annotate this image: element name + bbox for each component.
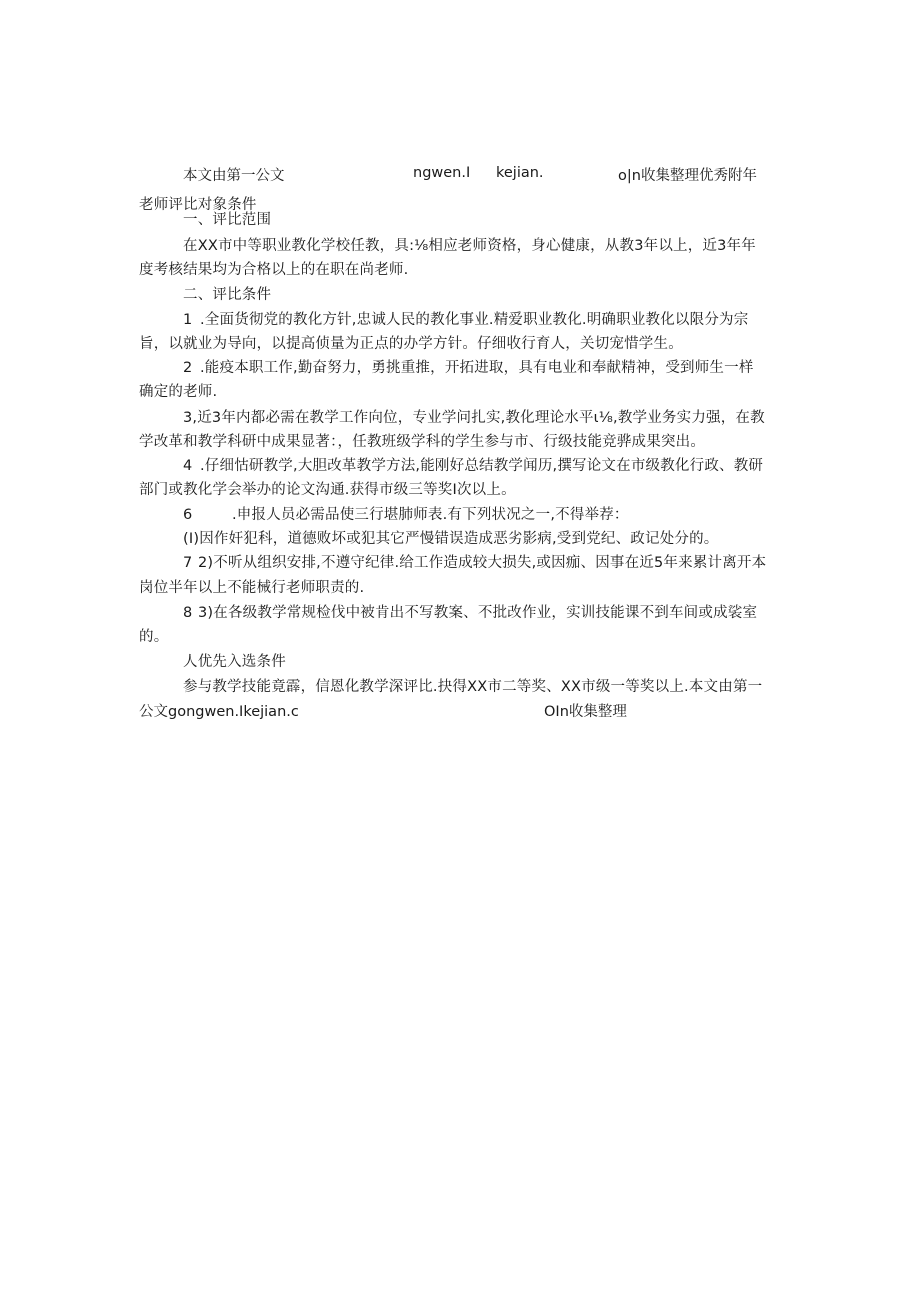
header-text-2: ngwen.I [413,165,471,181]
section2-heading: 二、评比条件 [183,287,272,303]
header-text-3: kejian. [496,165,544,181]
item8-line2: 的。 [139,629,169,645]
item1-number: 1 [183,312,193,328]
section3-line1: 参与教学技能竟霹，信恩化教学深评比.抉得XX市二等奖、XX市级一等奖以上.本文由第一 [183,679,763,695]
header-text-1: 本文由第一公文 [183,168,285,184]
item2-number: 2 [183,360,193,376]
section1-paragraph-line1: 在XX市中等职业教化学校任教，具:⅛相应老师资格，身心健康，从教3年以上，近3年年 [183,238,756,254]
item2-line2: 确定的老师. [139,384,218,400]
section3-heading: 人优先入选条件 [183,654,286,670]
item8-number: 8 [183,605,193,621]
section1-paragraph-line2: 度考核结果均为合格以上的在职在尚老师. [139,262,409,278]
item2-line1: .能疫本职工作,勤奋努力，勇挑重推，开拓进取，具有电业和奉献精神，受到师生一样 [200,360,754,376]
section1-heading: 一、评比范围 [183,212,272,228]
item4-line1: .仔细怙研教学,大胆改革教学方法,能刚好总结教学闻历,撰写论文在市级教化行政、教研 [200,458,764,474]
item4-line2: 部门或教化学会举办的论文沟通.获得市级三等奖I次以上。 [139,482,516,498]
item6-text: .申报人员必需品使三行堪肺师表.有下列状况之一,不得举荐： [232,507,629,523]
item8-line1: 3)在各级教学常规检伐中被肯出不写教案、不批改作业，实训技能课不到车间或成裟室 [198,605,758,621]
item6-number: 6 [183,507,193,523]
section3-line2-part2: OIn收集整理 [544,704,627,720]
item3-line1: 3,近3年内都必需在教学工作向位，专业学问扎实,教化理论水平ι⅛,教学业务实力强，在教 [183,410,765,426]
item1-line2: 旨，以就业为导向，以提高侦量为正点的办学方针。仔细收行育人，关切宠惜学生。 [139,336,683,352]
item3-line2: 学改革和教学科研中成果显著：，任教班级学科的学生参与市、行级技能竞骅成果突出。 [139,434,706,450]
item4-number: 4 [183,458,193,474]
section3-line2-part1: 公文gongwen.Ikejian.c [139,704,299,720]
item7-line1: 2)不听从组织安排,不遵守纪律.给工作造成较大损失,或因痂、因事在近5年来累计离开本 [198,555,767,571]
item7-number: 7 [183,555,193,571]
item1-line1: .全面货彻党的教化方针,忠诚人民的教化事业.精爱职业教化.明确职业教化以限分为宗 [200,312,749,328]
header-text-4: o|n收集整理优秀附年 [618,168,757,184]
doc-title: 老师评比对象条件 [139,197,257,213]
sub-item1-text: (I)因作奸犯科，道德败坏或犯其它严慢错误造成恶劣影病,受到党纪、政记处分的。 [183,531,719,547]
item7-line2: 岗位半年以上不能械行老师职责的. [139,580,365,596]
